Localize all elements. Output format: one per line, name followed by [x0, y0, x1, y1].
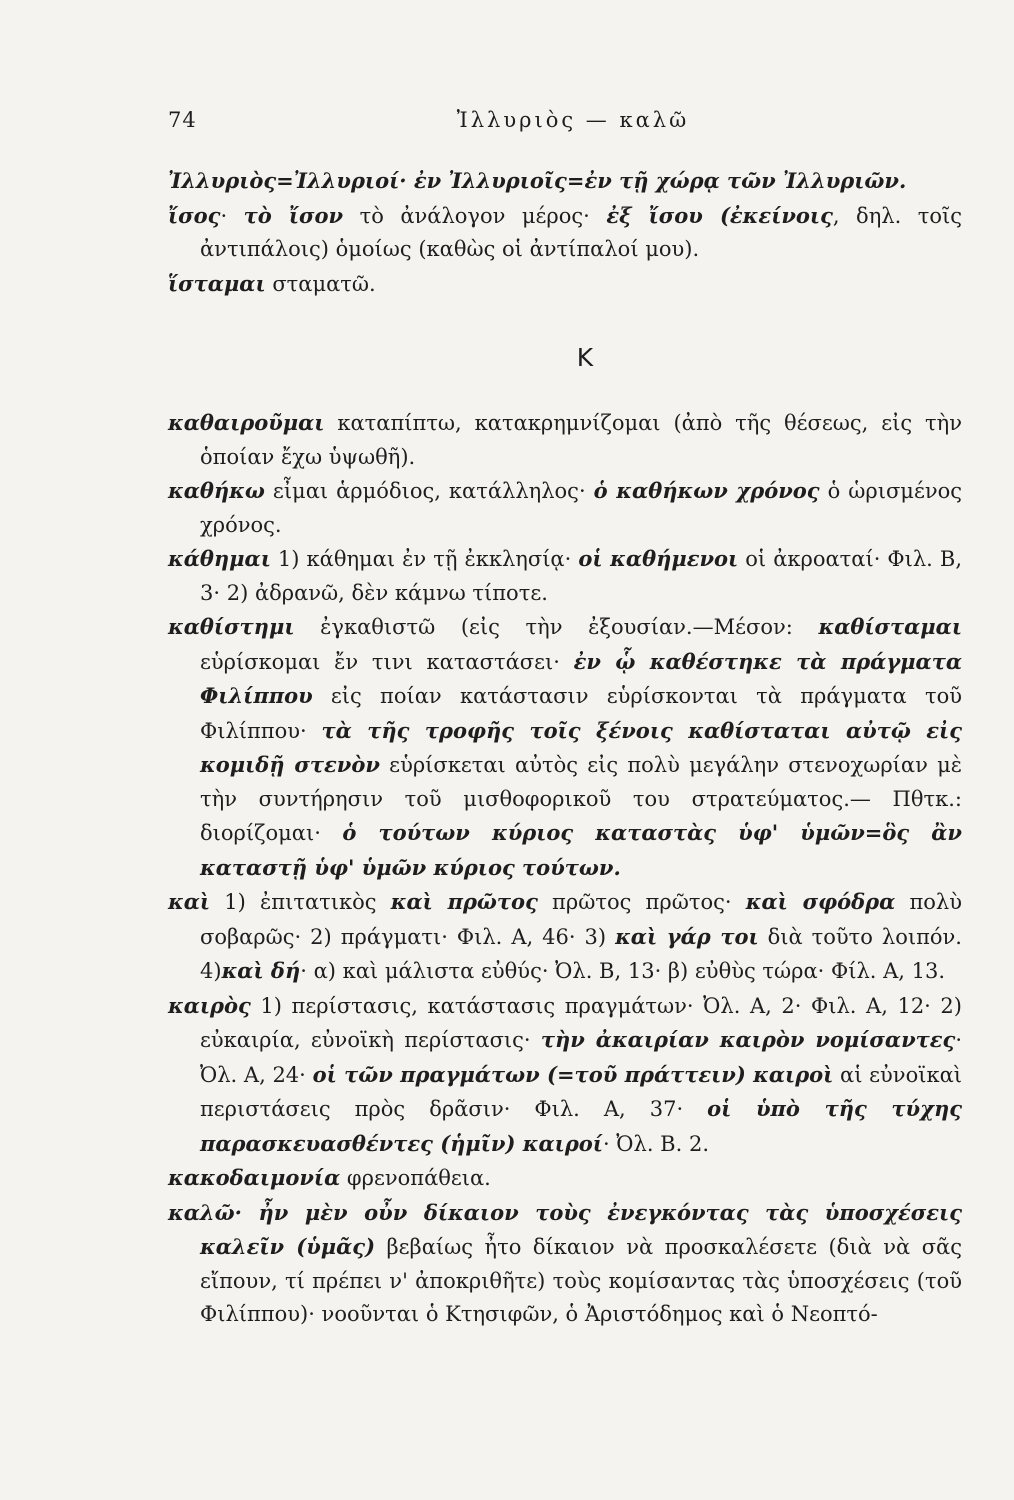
entry-definition: εἰς ποίαν κατάστασιν εὑρίσκονται τὰ πράγματα τοῦ Φιλίππου· — [200, 684, 962, 743]
entry-definition: διὰ τοῦτο λοιπόν. 4) — [200, 924, 962, 983]
entry-headword: καὶ — [168, 889, 211, 914]
entry-definition: καταπίπτω, κατακρημνίζομαι (ἀπὸ τῆς θέσεως, εἰς τὴν ὁποίαν ἔχω ὑψωθῆ). — [200, 411, 962, 469]
entry-headword: καὶ πρῶτος — [390, 889, 538, 914]
entry-definition: ἐγκαθιστῶ (εἰς τὴν ἐξουσίαν.—Μέσον: — [294, 615, 819, 639]
entry-headword: ὁ τούτων κύριος καταστὰς ὑφ' ὑμῶν=ὃς ἂν καταστῇ ὑφ' ὑμῶν κύριος τούτων. — [200, 820, 962, 880]
entry-headword: ἵσταμαι — [168, 270, 266, 296]
entries-after-section — [168, 406, 962, 1332]
entry-headword: καθίσταμαι — [818, 614, 962, 639]
entry-headword: καὶ δή — [221, 958, 301, 983]
entry-definition: φρενοπάθεια. — [340, 1166, 491, 1190]
entry-definition: · Ὀλ. B. 2. — [602, 1131, 709, 1156]
entry-definition: 1) ἐπιτατικὸς — [210, 890, 391, 914]
entry-definition: · α) καὶ μάλιστα εὐθύς· Ὀλ. B, 13· β) εὐθὺς τώρα· Φίλ. A, 13. — [300, 959, 946, 983]
entry-headword: καθίστημι — [168, 614, 295, 639]
entry-headword: κακοδαιμονία — [168, 1165, 341, 1190]
entry-headword: καλῶ· ἦν μὲν οὖν δίκαιον τοὺς ἐνεγκόντας τὰς ὑποσχέσεις καλεῖν (ὑμᾶς) — [168, 1199, 962, 1259]
entry-headword: τὸ ἴσον — [243, 202, 344, 228]
entry-headword: οἱ τῶν πραγμάτων (=τοῦ πράττειν) καιροὶ — [312, 1061, 834, 1087]
dictionary-entry — [168, 199, 962, 267]
entry-headword: καὶ σφόδρα — [745, 889, 896, 914]
entry-headword: ὁ καθήκων χρόνος — [593, 478, 820, 503]
entry-definition: εἶμαι ἁρμόδιος, κατάλληλος· — [264, 479, 594, 503]
entry-headword: Ἰλλυριὸς=Ἰλλυριοί· ἐν Ἰλλυριοῖς=ἐν τῇ χώρᾳ τῶν Ἰλλυριῶν. — [168, 168, 907, 193]
entry-headword: οἱ ὑπὸ τῆς τύχης παρασκευασθέντες (ἡμῖν) καιροί — [200, 1096, 962, 1156]
entry-definition: σταματῶ. — [265, 271, 376, 296]
entry-headword: οἱ καθήμενοι — [578, 546, 739, 571]
dictionary-entry — [168, 406, 962, 474]
entries-before-section — [168, 164, 962, 301]
entry-headword: ἐν ᾧ καθέστηκε τὰ πράγματα Φιλίππου — [200, 648, 963, 708]
entry-definition: ὁ ὡρισμένος χρόνος. — [200, 479, 963, 537]
dictionary-entry — [168, 885, 962, 989]
entry-definition: οἱ ἀκροαταί· Φιλ. B, 3· 2) ἀδρανῶ, δὲν κάμνω τίποτε. — [200, 547, 962, 605]
entry-definition: · Ὀλ. A, 24· — [200, 1028, 963, 1087]
text-column — [168, 164, 962, 1332]
dictionary-entry — [168, 1196, 962, 1332]
entry-headword: κάθημαι — [168, 546, 271, 571]
page-number: 74 — [168, 108, 197, 132]
entry-definition: πολὺ σοβαρῶς· 2) πράγματι· Φιλ. A, 46· 3) — [200, 890, 962, 949]
entry-definition: 1) κάθημαι ἐν τῇ ἐκκλησίᾳ· — [270, 547, 579, 571]
entry-definition: · — [220, 203, 244, 228]
entry-definition: εὑρίσκομαι ἔν τινι καταστάσει· — [200, 649, 574, 674]
dictionary-entry — [168, 989, 962, 1162]
entry-headword: ἐξ ἴσου (ἐκείνοις — [606, 202, 833, 228]
entry-headword: τὰ τῆς τροφῆς τοῖς ξένοις καθίσταται αὐτῷ εἰς κομιδῇ στενὸν — [200, 717, 962, 777]
page-header — [168, 108, 958, 148]
dictionary-entry — [168, 164, 962, 199]
entry-definition: τὸ ἀνάλογον μέρος· — [343, 203, 607, 228]
entry-definition: αἱ εὐνοϊκαὶ περιστάσεις πρὸς δρᾶσιν· Φιλ. A, 37· — [200, 1062, 962, 1121]
entry-definition: πρῶτος πρῶτος· — [537, 890, 746, 914]
entry-headword: ἴσος — [168, 202, 221, 228]
dictionary-entry — [168, 542, 962, 610]
entry-headword: καθήκω — [168, 478, 265, 503]
entry-headword: καιρὸς — [168, 992, 251, 1018]
entry-headword: καὶ γάρ τοι — [615, 923, 759, 949]
entry-headword: τὴν ἀκαιρίαν καιρὸν νομίσαντες — [540, 1027, 956, 1052]
dictionary-entry — [168, 1161, 962, 1196]
entry-definition: εὑρίσκεται αὐτὸς εἰς πολὺ μεγάλην στενοχωρίαν μὲ τὴν συντήρησιν τοῦ μισθοφορικοῦ του στρατεύματος.— Πθτκ.: διορίζομαι· — [200, 753, 962, 845]
dictionary-entry — [168, 474, 962, 542]
entry-headword: καθαιροῦμαι — [168, 410, 325, 435]
entry-definition: 1) περίστασις, κατάστασις πραγμάτων· Ὀλ. A, 2· Φιλ. A, 12· 2) εὐκαιρία, εὐνοϊκὴ περίστασις· — [200, 993, 962, 1052]
dictionary-entry — [168, 267, 962, 302]
section-letter: K — [576, 343, 594, 372]
entry-definition: , δηλ. τοῖς ἀντιπάλοις) ὁμοίως (καθὼς οἱ ἀντίπαλοί μου). — [200, 203, 963, 261]
entry-definition: βεβαίως ἦτο δίκαιον νὰ προσκαλέσετε (διὰ νὰ σᾶς εἴπουν, τί πρέπει ν' ἀποκριθῆτε) τοὺς κομίσαντας τὰς ὑποσχέσεις (τοῦ Φιλίππου)· νοοῦνται ὁ Κτησιφῶν, ὁ Ἀριστόδημος καὶ ὁ Νεοπτό- — [200, 1235, 962, 1326]
dictionary-entry — [168, 610, 962, 885]
running-head: Ἰλλυριὸς — καλῶ — [456, 108, 690, 132]
